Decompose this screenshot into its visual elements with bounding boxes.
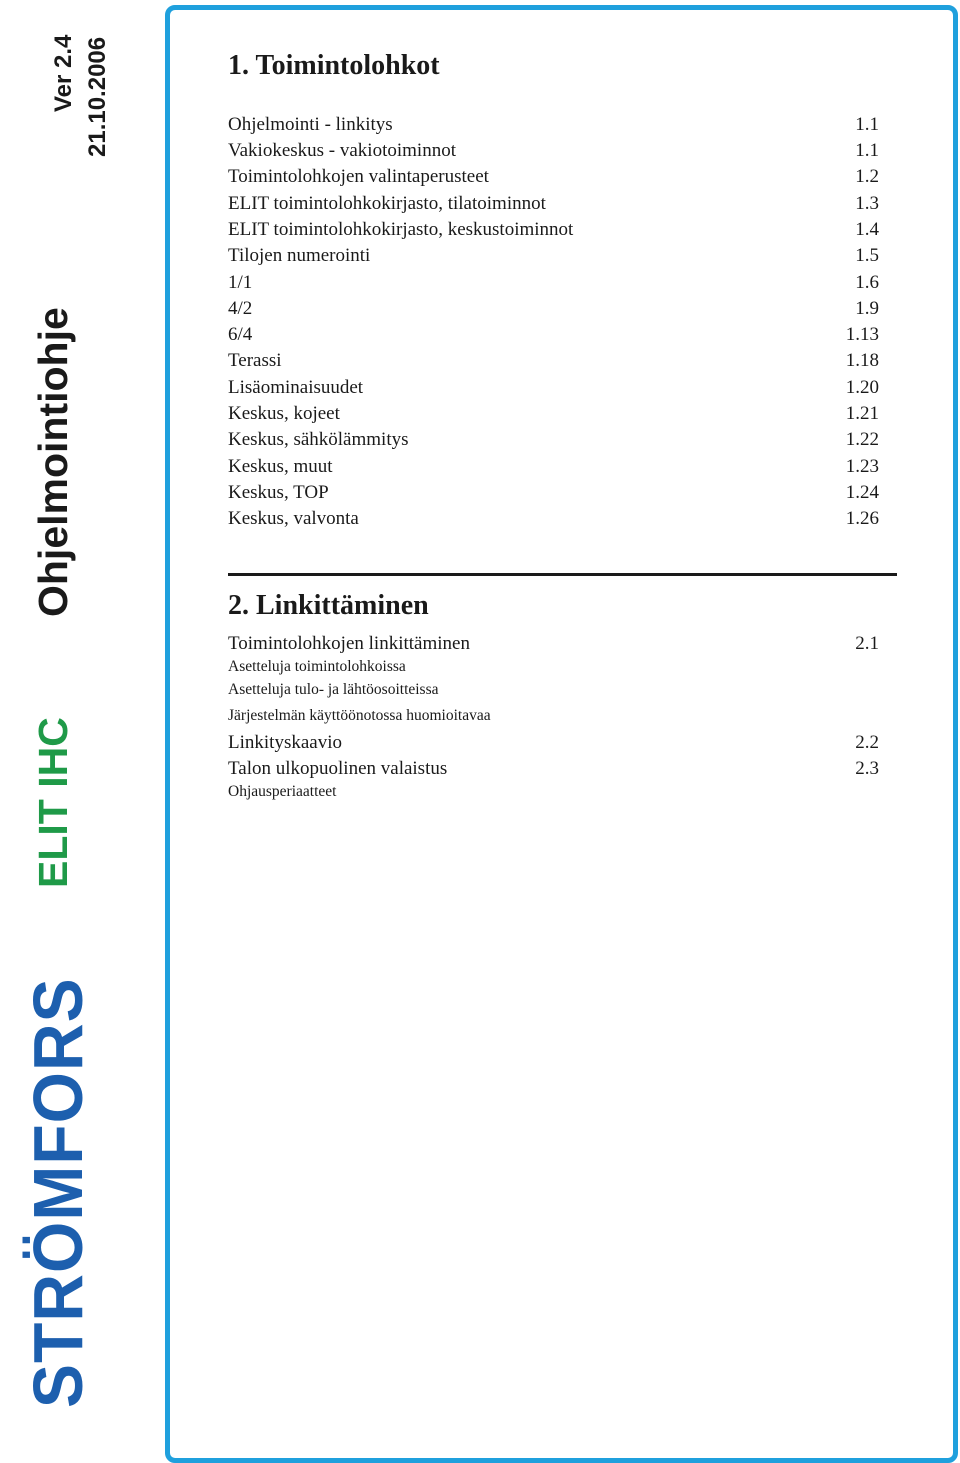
toc-entry-label: Talon ulkopuolinen valaistus bbox=[228, 758, 448, 779]
toc-entry-page: 2.3 bbox=[855, 758, 879, 779]
toc-entry-page: 1.1 bbox=[855, 114, 879, 135]
toc-subentry[interactable] bbox=[228, 658, 879, 682]
toc-entry-page: 1.26 bbox=[845, 508, 879, 529]
toc-entry-page: 1.1 bbox=[855, 140, 879, 161]
toc-entry[interactable] bbox=[228, 482, 879, 506]
toc-entry-label: Keskus, muut bbox=[228, 456, 333, 477]
toc-entry-label: Asetteluja tulo- ja lähtöosoitteissa bbox=[228, 681, 439, 698]
section-1-heading: 1. Toimintolohkot bbox=[228, 50, 440, 81]
toc-entry-page: 1.13 bbox=[845, 324, 879, 345]
toc-entry[interactable] bbox=[228, 403, 879, 427]
toc-entry-page: 1.2 bbox=[855, 166, 879, 187]
toc-entry[interactable] bbox=[228, 140, 879, 164]
toc-entry-page: 1.18 bbox=[845, 350, 879, 371]
toc-entry[interactable] bbox=[228, 298, 879, 322]
toc-entry-label: Keskus, TOP bbox=[228, 482, 329, 503]
date-label: 21.10.2006 bbox=[84, 36, 111, 157]
toc-entry-label: Ohjausperiaatteet bbox=[228, 783, 337, 800]
toc-entry-label: Ohjelmointi - linkitys bbox=[228, 114, 393, 135]
toc-entry-page: 1.4 bbox=[855, 219, 879, 240]
product-name: ELIT IHC bbox=[30, 717, 76, 888]
toc-entry[interactable] bbox=[228, 732, 879, 756]
toc-entry[interactable] bbox=[228, 377, 879, 401]
toc-subentry[interactable] bbox=[228, 681, 879, 705]
toc-entry-label: ELIT toimintolohkokirjasto, tilatoiminnot bbox=[228, 193, 546, 214]
toc-entry[interactable] bbox=[228, 114, 879, 138]
toc-entry-page: 1.5 bbox=[855, 245, 879, 266]
toc-entry-page: 1.24 bbox=[845, 482, 879, 503]
toc-entry-label: Asetteluja toimintolohkoissa bbox=[228, 658, 406, 675]
toc-entry-label: Tilojen numerointi bbox=[228, 245, 371, 266]
toc-entry[interactable] bbox=[228, 193, 879, 217]
toc-entry[interactable] bbox=[228, 429, 879, 453]
toc-entry-page: 1.3 bbox=[855, 193, 879, 214]
toc-subentry[interactable] bbox=[228, 707, 879, 731]
toc-entry-label: Vakiokeskus - vakiotoiminnot bbox=[228, 140, 456, 161]
brand-logo: STRÖMFORS bbox=[19, 977, 97, 1408]
toc-entry-label: Keskus, kojeet bbox=[228, 403, 340, 424]
toc-subentry[interactable] bbox=[228, 783, 879, 807]
toc-entry-page: 2.1 bbox=[855, 633, 879, 654]
toc-entry[interactable] bbox=[228, 245, 879, 269]
toc-entry[interactable] bbox=[228, 166, 879, 190]
toc-entry-label: ELIT toimintolohkokirjasto, keskustoiminnot bbox=[228, 219, 574, 240]
toc-entry-page: 1.21 bbox=[845, 403, 879, 424]
sidebar bbox=[0, 0, 160, 1463]
toc-entry-label: Terassi bbox=[228, 350, 282, 371]
toc-entry[interactable] bbox=[228, 350, 879, 374]
toc-entry[interactable] bbox=[228, 324, 879, 348]
document-title: Ohjelmointiohje bbox=[30, 307, 76, 617]
toc-entry-label: Linkityskaavio bbox=[228, 732, 342, 753]
toc-entry[interactable] bbox=[228, 508, 879, 532]
toc-entry[interactable] bbox=[228, 219, 879, 243]
toc-entry-page: 1.20 bbox=[845, 377, 879, 398]
toc-entry-label: 4/2 bbox=[228, 298, 253, 319]
toc-entry-page: 1.9 bbox=[855, 298, 879, 319]
toc-entry-page: 1.23 bbox=[845, 456, 879, 477]
toc-entry-page: 1.6 bbox=[855, 272, 879, 293]
toc-entry-label: Toimintolohkojen valintaperusteet bbox=[228, 166, 489, 187]
toc-entry-page: 2.2 bbox=[855, 732, 879, 753]
toc-entry-label: Lisäominaisuudet bbox=[228, 377, 364, 398]
toc-entry-label: Keskus, sähkölämmitys bbox=[228, 429, 409, 450]
toc-entry-label: 6/4 bbox=[228, 324, 253, 345]
toc-entry[interactable] bbox=[228, 456, 879, 480]
toc-entry-label: Toimintolohkojen linkittäminen bbox=[228, 633, 470, 654]
section-divider bbox=[228, 573, 897, 576]
version-label: Ver 2.4 bbox=[50, 34, 77, 112]
toc-entry-label: Järjestelmän käyttöönotossa huomioitavaa bbox=[228, 707, 491, 724]
toc-entry-label: Keskus, valvonta bbox=[228, 508, 359, 529]
toc-entry[interactable] bbox=[228, 633, 879, 657]
toc-entry-label: 1/1 bbox=[228, 272, 253, 293]
toc-entry-page: 1.22 bbox=[845, 429, 879, 450]
toc-entry[interactable] bbox=[228, 272, 879, 296]
toc-entry[interactable] bbox=[228, 758, 879, 782]
section-2-heading: 2. Linkittäminen bbox=[228, 590, 429, 621]
